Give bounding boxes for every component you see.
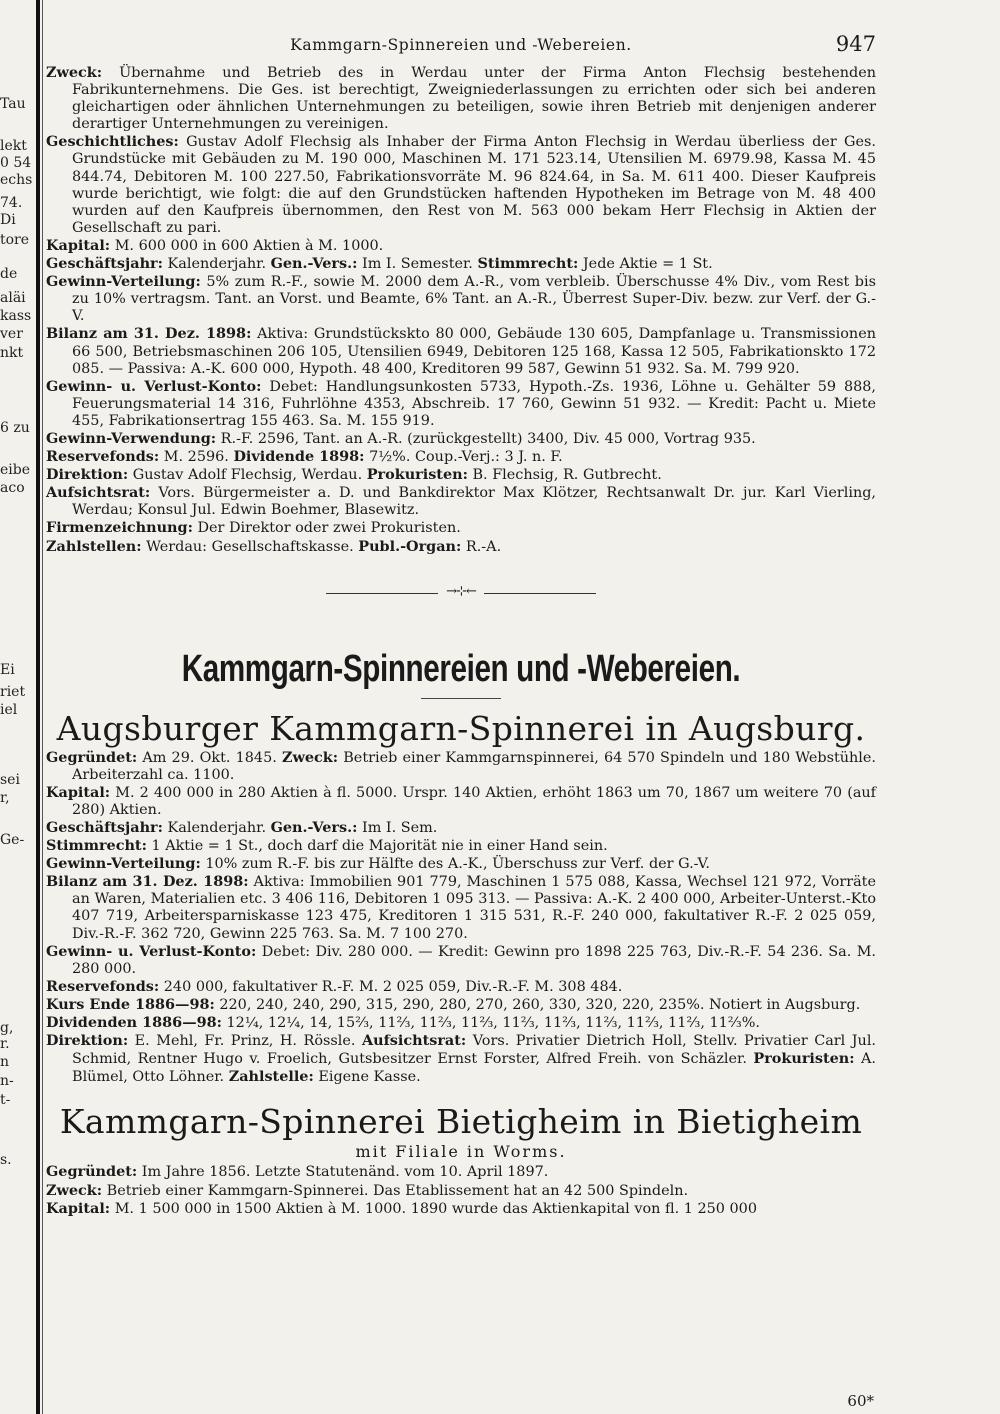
entry-stimmrecht: Stimmrecht: 1 Aktie = 1 St., doch darf die Majorität nie in einer Hand sein. (46, 837, 608, 855)
entry-kapital: Kapital: M. 600 000 in 600 Aktien à M. 1000. (46, 236, 384, 254)
margin-fragment: 74. (0, 195, 23, 211)
company-entry (46, 749, 876, 1087)
entry-geschaeftsjahr: Geschäftsjahr: Kalenderjahr. Gen.-Vers.: Im I. Semester. Stimmrecht: Jede Aktie = 1 St. (46, 255, 713, 273)
page-body (46, 30, 876, 1218)
entry-gewinn-verwendung: Gewinn-Verwendung: R.-F. 2596, Tant. an A.-R. (zurückgestellt) 3400, Div. 45 000, Vortrag 935. (46, 429, 756, 447)
company-title: Kammgarn-Spinnerei Bietigheim in Bietigheim (59, 1102, 863, 1142)
margin-fragment: eibe (0, 462, 31, 478)
margin-fragment: iel (0, 702, 18, 718)
margin-fragment: s. (0, 1152, 12, 1168)
entry-kapital: Kapital: M. 2 400 000 in 280 Aktien à fl. 5000. Urspr. 140 Aktien, erhöht 1863 um 70, 1867 um weitere 70 (auf 280) Aktien. (46, 783, 876, 818)
company-subtitle: mit Filiale in Worms. (355, 1142, 567, 1162)
company-entry-continued (46, 64, 876, 556)
entry-gegruendet: Gegründet: Im Jahre 1856. Letzte Statutenänd. vom 10. April 1897. (46, 1163, 549, 1181)
running-head (46, 30, 876, 64)
entry-geschichtliches: Geschichtliches: Gustav Adolf Flechsig als Inhaber der Firma Anton Flechsig in Werdau überliess der Ges. Grundstücke mit Gebäuden zu M. 190 000, Maschinen M. 171 523.14, Utensilien M. 6979.98, Kassa M. 45 844.74, Debitoren M. 100 227.50, Fabrikationsvorräte M. 96 824.64, in Sa. M. 611 400. Dieser Kaufpreis wurde berichtigt, wie folgt: die auf den Grundstücken haftenden Hypotheken im Betrage von M. 48 400 wurden auf den Kaufpreis übernommen, den Rest von M. 563 000 bekam Herr Flechsig in Aktien der Gesellschaft zu pari. (46, 133, 876, 236)
section-rule (421, 698, 501, 699)
adjacent-page-fragment (0, 0, 36, 1414)
margin-fragment: r. (0, 1036, 10, 1052)
margin-fragment: n- (0, 1073, 14, 1089)
entry-bilanz: Bilanz am 31. Dez. 1898: Aktiva: Grundstückskto 80 000, Gebäude 130 605, Dampfanlage u. Transmissionen 66 500, Betriebsmaschinen 206 105, Utensilien 6949, Debitoren 125 168, Kassa 12 505, Fabrikationskto 172 085. — Passiva: A.-K. 600 000, Hypoth. 48 400, Kreditoren 99 587, Gewinn 51 932. Sa. M. 799 920. (46, 325, 876, 377)
entry-geschaeftsjahr: Geschäftsjahr: Kalenderjahr. Gen.-Vers.: Im I. Sem. (46, 819, 438, 836)
entry-gewinn-verteilung: Gewinn-Verteilung: 5% zum R.-F., sowie M. 2000 dem A.-R., vom verbleib. Überschusse 4% Div., vom Rest bis zu 10% vertragsm. Tant. an Vorst. und Beamte, 6% Tant. an A.-R., Überrest Super-Div. bezw. zur Verf. der G.-V. (46, 273, 876, 325)
margin-fragment: 0 54 (0, 155, 32, 171)
entry-gewinn-verteilung: Gewinn-Verteilung: 10% zum R.-F. bis zur Hälfte des A.-K., Überschuss zur Verf. der G.-V. (46, 855, 710, 873)
entry-reservefonds: Reservefonds: M. 2596. Dividende 1898: 7½%. Coup.-Verj.: 3 J. n. F. (46, 448, 563, 466)
entry-direktion: Direktion: E. Mehl, Fr. Prinz, H. Rössle. Aufsichtsrat: Vors. Privatier Dietrich Holl, Stellv. Privatier Carl Jul. Schmid, Rentner Hugo v. Froelich, Gutsbesitzer Ernst Forster, Alfred Freih. von Schäzler. Prokuristen: A. Blümel, Otto Löhner. Zahlstelle: Eigene Kasse. (46, 1032, 876, 1086)
margin-fragment: t- (0, 1092, 11, 1108)
entry-gewinn-verlust: Gewinn- u. Verlust-Konto: Debet: Div. 280 000. — Kredit: Gewinn pro 1898 225 763, Div.-R.-F. 54 236. Sa. M. 280 000. (46, 942, 876, 977)
binding-edge (36, 0, 40, 1414)
margin-fragment: echs (0, 172, 33, 188)
ornament-glyph: →⊹← (446, 583, 476, 599)
margin-fragment: r, (0, 790, 10, 806)
entry-direktion: Direktion: Gustav Adolf Flechsig, Werdau. Prokuristen: B. Flechsig, R. Gutbrecht. (46, 466, 662, 484)
margin-fragment: lekt (0, 138, 27, 154)
margin-fragment: g, (0, 1020, 14, 1036)
divider-line (484, 593, 596, 594)
margin-fragment: aco (0, 480, 25, 496)
margin-fragment: n (0, 1054, 10, 1070)
margin-fragment: Tau (0, 96, 26, 112)
entry-kurs: Kurs Ende 1886—98: 220, 240, 240, 290, 315, 290, 280, 270, 260, 330, 320, 220, 235%. Notiert in Augsburg. (46, 995, 861, 1013)
signature-mark: 60* (847, 1392, 874, 1410)
entry-dividenden: Dividenden 1886—98: 12¼, 12¼, 14, 15⅔, 11⅔, 11⅔, 11⅔, 11⅔, 11⅔, 11⅔, 11⅔, 11⅔, 11⅔%. (46, 1014, 760, 1032)
margin-fragment: tore (0, 232, 30, 248)
margin-fragment: sei (0, 772, 20, 788)
entry-zahlstellen: Zahlstellen: Werdau: Gesellschaftskasse. Publ.-Organ: R.-A. (46, 537, 502, 555)
entry-zweck: Zweck: Übernahme und Betrieb des in Werdau unter der Firma Anton Flechsig bestehenden Fabrikunternehmens. Die Ges. ist berechtigt, Zweigniederlassungen zu errichten oder sich bei anderen gleichartigen oder ähnlichen Unternehmungen zu beteiligen, sowie ihren Betrieb mit denjenigen anderer derartiger Unternehmungen zu vereinigen. (46, 64, 876, 133)
entry-reservefonds: Reservefonds: 240 000, fakultativer R.-F. M. 2 025 059, Div.-R.-F. M. 308 484. (46, 977, 623, 995)
entry-gewinn-verlust: Gewinn- u. Verlust-Konto: Debet: Handlungsunkosten 5733, Hypoth.-Zs. 1936, Löhne u. Gehälter 59 888, Feuerungsmaterial 14 316, Fuhrlöhne 4353, Abschreib. 17 760, Gewinn 51 932. — Kredit: Pacht u. Miete 455, Fabrikationsertrag 155 463. Sa. M. 155 919. (46, 377, 876, 429)
entry-gegruendet: Gegründet: Am 29. Okt. 1845. Zweck: Betrieb einer Kammgarnspinnerei, 64 570 Spindeln und 180 Webstühle. Arbeiterzahl ca. 1100. (46, 748, 876, 783)
entry-kapital: Kapital: M. 1 500 000 in 1500 Aktien à M. 1000. 1890 wurde das Aktienkapital von fl. 1 250 000 (46, 1199, 757, 1217)
margin-fragment: nkt (0, 345, 24, 361)
entry-zweck: Zweck: Betrieb einer Kammgarn-Spinnerei. Das Etablissement hat an 42 500 Spindeln. (46, 1181, 689, 1199)
company-entry (46, 1163, 876, 1217)
page-number: 947 (835, 32, 876, 56)
margin-fragment: kass (0, 308, 32, 324)
margin-fragment: ver (0, 326, 23, 342)
margin-fragment: Di (0, 212, 16, 228)
entry-aufsichtsrat: Aufsichtsrat: Vors. Bürgermeister a. D. und Bankdirektor Max Klötzer, Rechtsanwalt Dr. jur. Karl Vierling, Werdau; Konsul Jul. Edwin Boehmer, Blasewitz. (46, 484, 876, 519)
entry-bilanz: Bilanz am 31. Dez. 1898: Aktiva: Immobilien 901 779, Maschinen 1 575 088, Kassa, Wechsel 121 972, Vorräte an Waren, Materialien etc. 3 406 116, Debitoren 1 095 313. — Passiva: A.-K. 2 400 000, Arbeiter-Unterst.-Kto 407 719, Arbeitersparniskasse 123 475, Kreditoren 1 315 531, R.-F. 240 000, fakultativer R.-F. 2 025 059, Div.-R.-F. 362 720, Gewinn 225 763. Sa. M. 7 100 270. (46, 873, 876, 942)
entry-firmenzeichnung: Firmenzeichnung: Der Direktor oder zwei Prokuristen. (46, 519, 461, 537)
margin-fragment: de (0, 266, 18, 282)
margin-fragment: Ei (0, 662, 15, 678)
margin-fragment: Ge- (0, 832, 25, 848)
running-head-title: Kammgarn-Spinnereien und -Webereien. (290, 36, 632, 54)
section-title: Kammgarn-Spinnereien und -Webereien. (181, 647, 741, 690)
company-title: Augsburger Kammgarn-Spinnerei in Augsburg. (56, 708, 866, 748)
margin-fragment: aläi (0, 290, 26, 306)
binding-edge-line (42, 0, 43, 1414)
margin-fragment: riet (0, 684, 26, 700)
margin-fragment: 6 zu (0, 420, 30, 436)
ornamental-divider (326, 583, 596, 602)
